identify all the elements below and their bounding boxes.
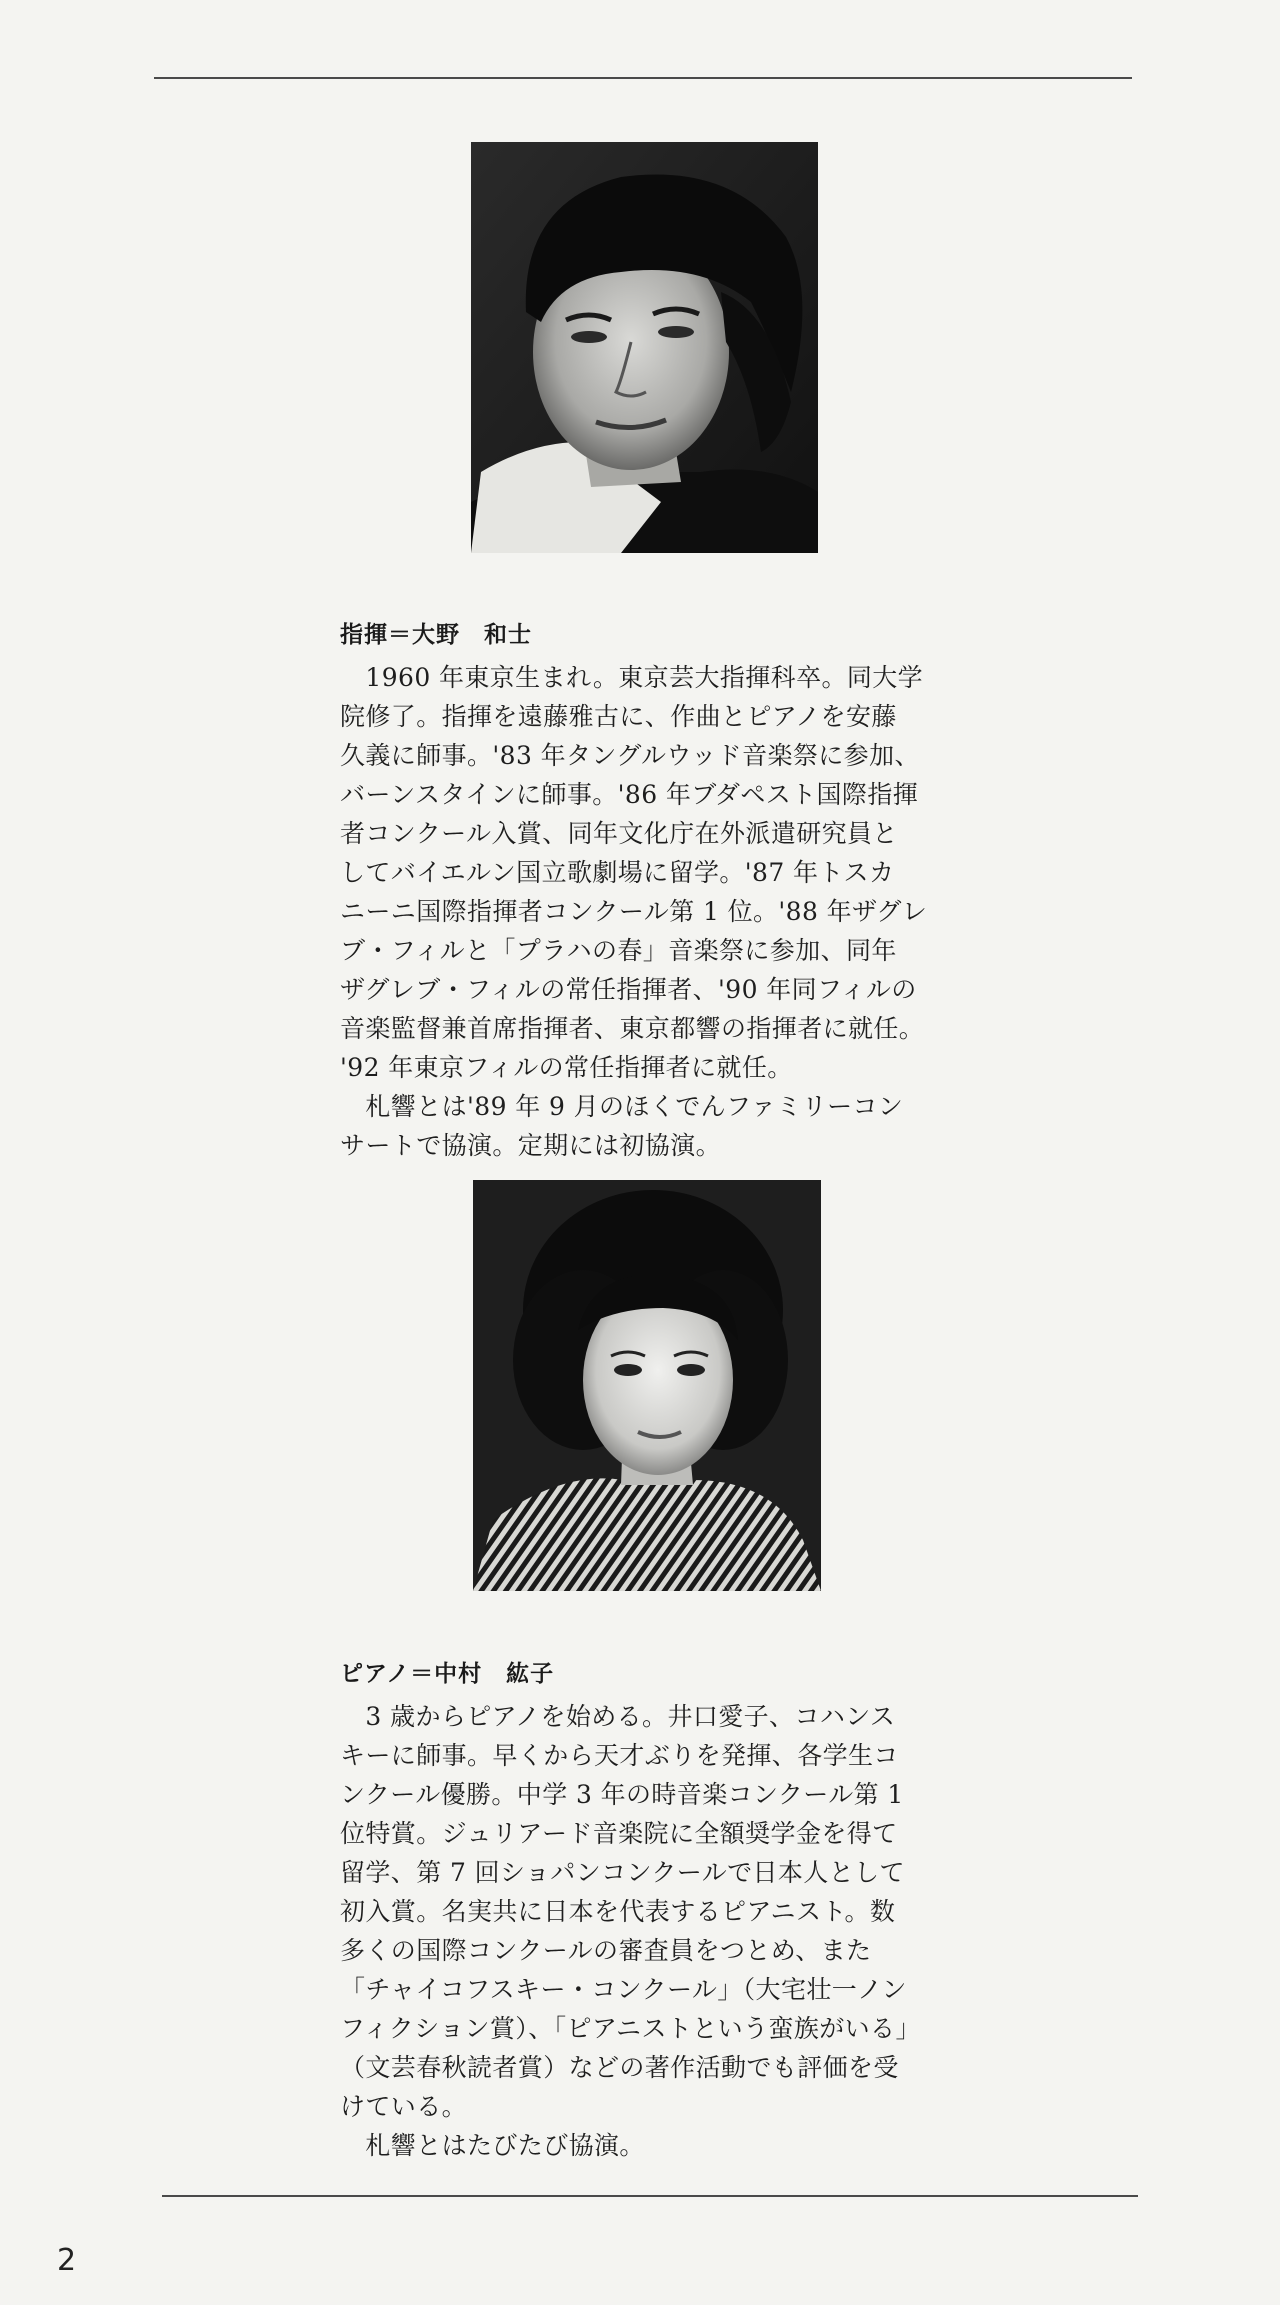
- pianist-heading: ピアノ＝中村 紘子: [340, 1661, 555, 1687]
- bio-line: （文芸春秋読者賞）などの著作活動でも評価を受: [340, 2053, 899, 2082]
- bio-line: してバイエルン国立歌劇場に留学。'87 年トスカ: [340, 858, 895, 887]
- page-number: 2: [57, 2243, 77, 2278]
- bio-line: サートで協演。定期には初協演。: [340, 1131, 722, 1160]
- bio-line: バーンスタインに師事。'86 年ブダペスト国際指揮: [340, 780, 919, 809]
- bio-line: 音楽監督兼首席指揮者、東京都響の指揮者に就任。: [340, 1014, 925, 1043]
- bio-line: 院修了。指揮を遠藤雅古に、作曲とピアノを安藤: [340, 702, 897, 731]
- bio-line: ニーニ国際指揮者コンクール第 1 位。'88 年ザグレ: [340, 897, 928, 926]
- conductor-portrait-photo: [471, 142, 818, 553]
- bio-line: 多くの国際コンクールの審査員をつとめ、また: [340, 1936, 872, 1965]
- conductor-heading: 指揮＝大野 和士: [340, 622, 532, 648]
- bio-line: 初入賞。名実共に日本を代表するピアニスト。数: [340, 1897, 896, 1926]
- bio-line: ザグレブ・フィルの常任指揮者、'90 年同フィルの: [340, 975, 917, 1004]
- bio-line: 1960 年東京生まれ。東京芸大指揮科卒。同大学: [340, 663, 924, 692]
- pianist-portrait-photo: [473, 1180, 821, 1591]
- bio-line: 3 歳からピアノを始める。井口愛子、コハンス: [340, 1702, 896, 1731]
- bio-line: キーに師事。早くから天才ぶりを発揮、各学生コ: [340, 1741, 899, 1770]
- top-rule: [154, 77, 1132, 79]
- bio-line: ブ・フィルと「プラハの春」音楽祭に参加、同年: [340, 936, 897, 965]
- bio-line: ンクール優勝。中学 3 年の時音楽コンクール第 1: [340, 1780, 904, 1809]
- bio-line: 久義に師事。'83 年タングルウッド音楽祭に参加、: [340, 741, 920, 770]
- bio-line: 「チャイコフスキー・コンクール」（大宅壮一ノン: [340, 1975, 907, 2004]
- bio-line: 札響とは'89 年 9 月のほくでんファミリーコン: [340, 1092, 904, 1121]
- bio-line: 者コンクール入賞、同年文化庁在外派遣研究員と: [340, 819, 898, 848]
- pianist-biography: [340, 1697, 960, 2165]
- bio-line: 札響とはたびたび協演。: [340, 2131, 645, 2160]
- bio-line: 位特賞。ジュリアード音楽院に全額奨学金を得て: [340, 1819, 898, 1848]
- bottom-rule: [162, 2195, 1138, 2197]
- bio-line: フィクション賞）、「ピアニストという蛮族がいる」: [340, 2014, 921, 2043]
- bio-line: '92 年東京フィルの常任指揮者に就任。: [340, 1053, 793, 1082]
- conductor-biography: [340, 658, 960, 1165]
- bio-line: 留学、第 7 回ショパンコンクールで日本人として: [340, 1858, 905, 1887]
- bio-line: けている。: [340, 2092, 468, 2121]
